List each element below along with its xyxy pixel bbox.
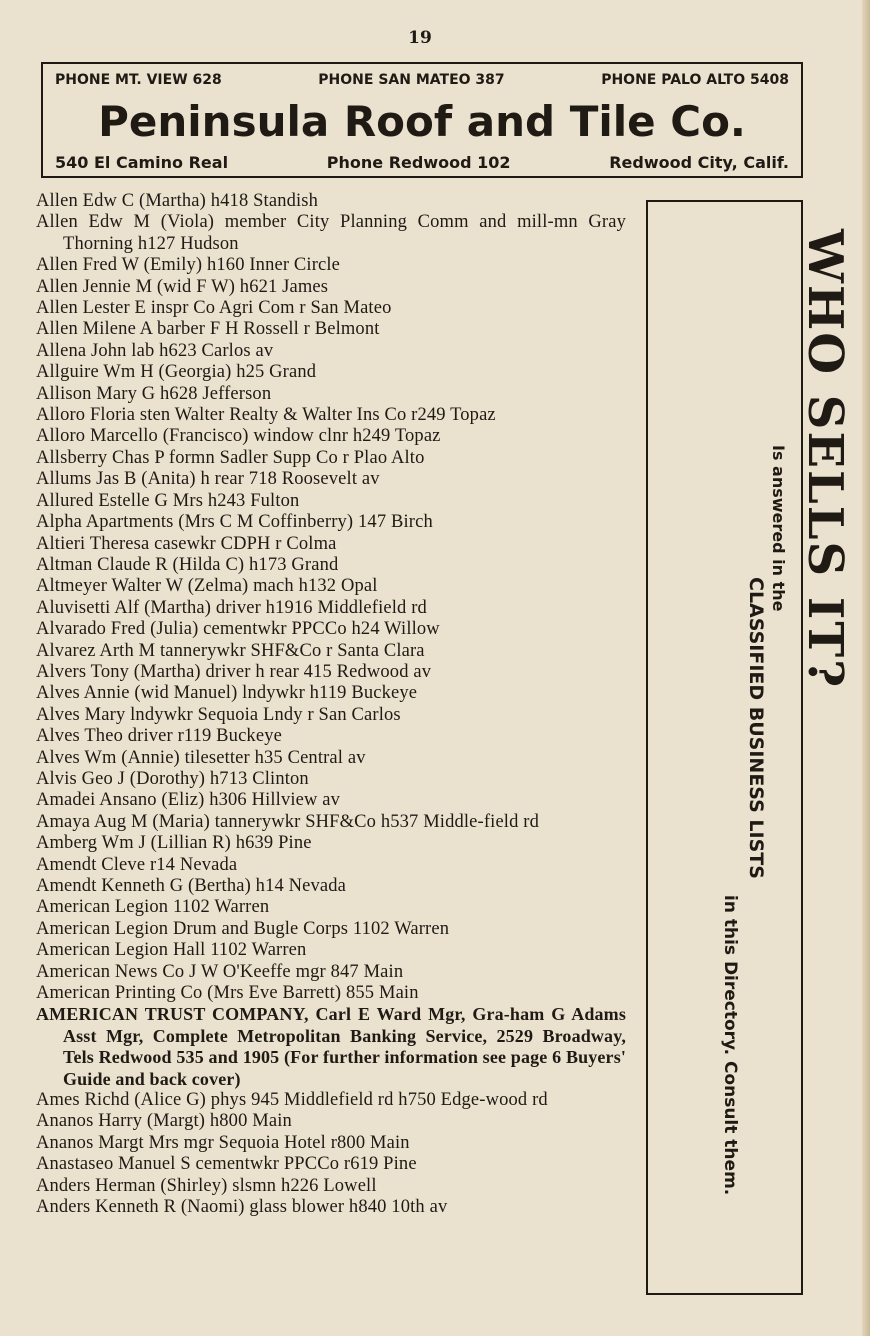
listing-entry: Amberg Wm J (Lillian R) h639 Pine xyxy=(36,833,312,854)
listing-entry: Altman Claude R (Hilda C) h173 Grand xyxy=(36,554,339,575)
listing-entry: Allena John lab h623 Carlos av xyxy=(36,340,274,361)
ad-phone-redwood: Phone Redwood 102 xyxy=(326,153,511,172)
ad-company-name: Peninsula Roof and Tile Co. xyxy=(98,97,746,146)
roofing-ad-header xyxy=(41,62,803,178)
listing-entry: Alvis Geo J (Dorothy) h713 Clinton xyxy=(36,768,309,789)
listing-entry: Alpha Apartments (Mrs C M Coffinberry) 147 Birch xyxy=(36,512,433,533)
listing-entry: Anders Herman (Shirley) slsmn h226 Lowell xyxy=(36,1175,377,1196)
listing-entry: Alves Wm (Annie) tilesetter h35 Central av xyxy=(36,747,366,768)
listing-entry: Altmeyer Walter W (Zelma) mach h132 Opal xyxy=(36,576,378,597)
ad-phone-palo-alto: PHONE PALO ALTO 5408 xyxy=(601,72,789,88)
side-ad-line-classified: CLASSIFIED BUSINESS LISTS xyxy=(745,577,767,879)
listing-entry: Alves Mary lndywkr Sequoia Lndy r San Carlos xyxy=(36,704,401,725)
listing-entry: Allen Milene A barber F H Rossell r Belmont xyxy=(36,319,380,340)
listing-entry: Ananos Harry (Margt) h800 Main xyxy=(36,1111,292,1132)
side-ad-line-answered: Is answered in the xyxy=(769,445,788,612)
listing-entry: Aluvisetti Alf (Martha) driver h1916 Middlefield rd xyxy=(36,597,427,618)
listing-entry: Ananos Margt Mrs mgr Sequoia Hotel r800 Main xyxy=(36,1132,410,1153)
listing-entry: Alvarez Arth M tannerywkr SHF&Co r Santa Clara xyxy=(36,640,425,661)
listing-entry: Allured Estelle G Mrs h243 Fulton xyxy=(36,490,300,511)
listing-entry: Allen Edw C (Martha) h418 Standish xyxy=(36,191,319,211)
listing-entry: American Legion Hall 1102 Warren xyxy=(36,940,307,961)
ad-address-row xyxy=(55,153,789,172)
listing-entry: Alves Annie (wid Manuel) lndywkr h119 Buckeye xyxy=(36,683,418,704)
listing-entry: Allguire Wm H (Georgia) h25 Grand xyxy=(36,362,317,383)
listing-entry: Amendt Cleve r14 Nevada xyxy=(36,854,238,875)
listing-entry: Amendt Kenneth G (Bertha) h14 Nevada xyxy=(36,876,347,896)
listing-entry: Amadei Ansano (Eliz) h306 Hillview av xyxy=(36,790,341,811)
listing-entry: Allen Fred W (Emily) h160 Inner Circle xyxy=(36,255,341,276)
listing-entry: Allums Jas B (Anita) h rear 718 Roosevelt av xyxy=(36,469,380,490)
listing-entry: Anastaseo Manuel S cementwkr PPCCo r619 Pine xyxy=(36,1154,417,1175)
listing-entry: Alloro Marcello (Francisco) window clnr h249 Topaz xyxy=(36,426,441,447)
classified-side-ad xyxy=(646,200,853,1295)
listing-entry: Allen Lester E inspr Co Agri Com r San Mateo xyxy=(36,298,392,319)
listing-entry-featured: AMERICAN TRUST COMPANY, Carl E Ward Mgr, Gra-ham G Adams Asst Mgr, Complete Metropolitan Banking Service, 2529 Broadway, Tels Redwood 535 and 1905 (For further information see page 6 Buyers' Guide and back cover) xyxy=(36,1004,626,1089)
directory-listings xyxy=(36,191,626,1219)
listing-entry: Allen Edw M (Viola) member City Planning Comm and mill-mn Gray Thorning h127 Hudson xyxy=(36,212,626,254)
page-number: 19 xyxy=(408,28,432,48)
ad-phone-san-mateo: PHONE SAN MATEO 387 xyxy=(318,72,505,88)
listing-entry: Alloro Floria sten Walter Realty & Walter Ins Co r249 Topaz xyxy=(36,405,496,426)
listing-entry: Anders Kenneth R (Naomi) glass blower h840 10th av xyxy=(36,1197,448,1218)
listing-entry: Allsberry Chas P formn Sadler Supp Co r Plao Alto xyxy=(36,447,425,468)
page-edge xyxy=(862,0,870,1336)
side-ad-line-consult: in this Directory. Consult them. xyxy=(720,895,740,1196)
ad-address: 540 El Camino Real xyxy=(55,153,229,172)
listing-entry: Allison Mary G h628 Jefferson xyxy=(36,383,272,404)
ad-phone-mt-view: PHONE MT. VIEW 628 xyxy=(55,72,222,88)
listing-entry: American News Co J W O'Keeffe mgr 847 Main xyxy=(36,961,404,982)
listing-entry: Altieri Theresa casewkr CDPH r Colma xyxy=(36,533,337,554)
listing-entry: Alves Theo driver r119 Buckeye xyxy=(36,726,282,747)
listing-entry: Amaya Aug M (Maria) tannerywkr SHF&Co h537 Middle-field rd xyxy=(36,811,539,832)
listing-entry: Ames Richd (Alice G) phys 945 Middlefield rd h750 Edge-wood rd xyxy=(36,1090,548,1111)
side-ad-rotated-text xyxy=(715,205,855,1285)
listing-entry: American Legion Drum and Bugle Corps 1102 Warren xyxy=(36,918,450,939)
listing-entry: Alvarado Fred (Julia) cementwkr PPCCo h24 Willow xyxy=(36,619,440,640)
ad-city: Redwood City, Calif. xyxy=(609,153,789,172)
ad-phone-row xyxy=(55,72,789,88)
listing-entry: American Printing Co (Mrs Eve Barrett) 855 Main xyxy=(36,983,419,1004)
side-ad-headline: WHO SELLS IT? xyxy=(797,229,853,690)
listing-entry: American Legion 1102 Warren xyxy=(36,897,270,918)
listing-entry: Allen Jennie M (wid F W) h621 James xyxy=(36,276,329,297)
listing-entry: Alvers Tony (Martha) driver h rear 415 Redwood av xyxy=(36,661,432,682)
